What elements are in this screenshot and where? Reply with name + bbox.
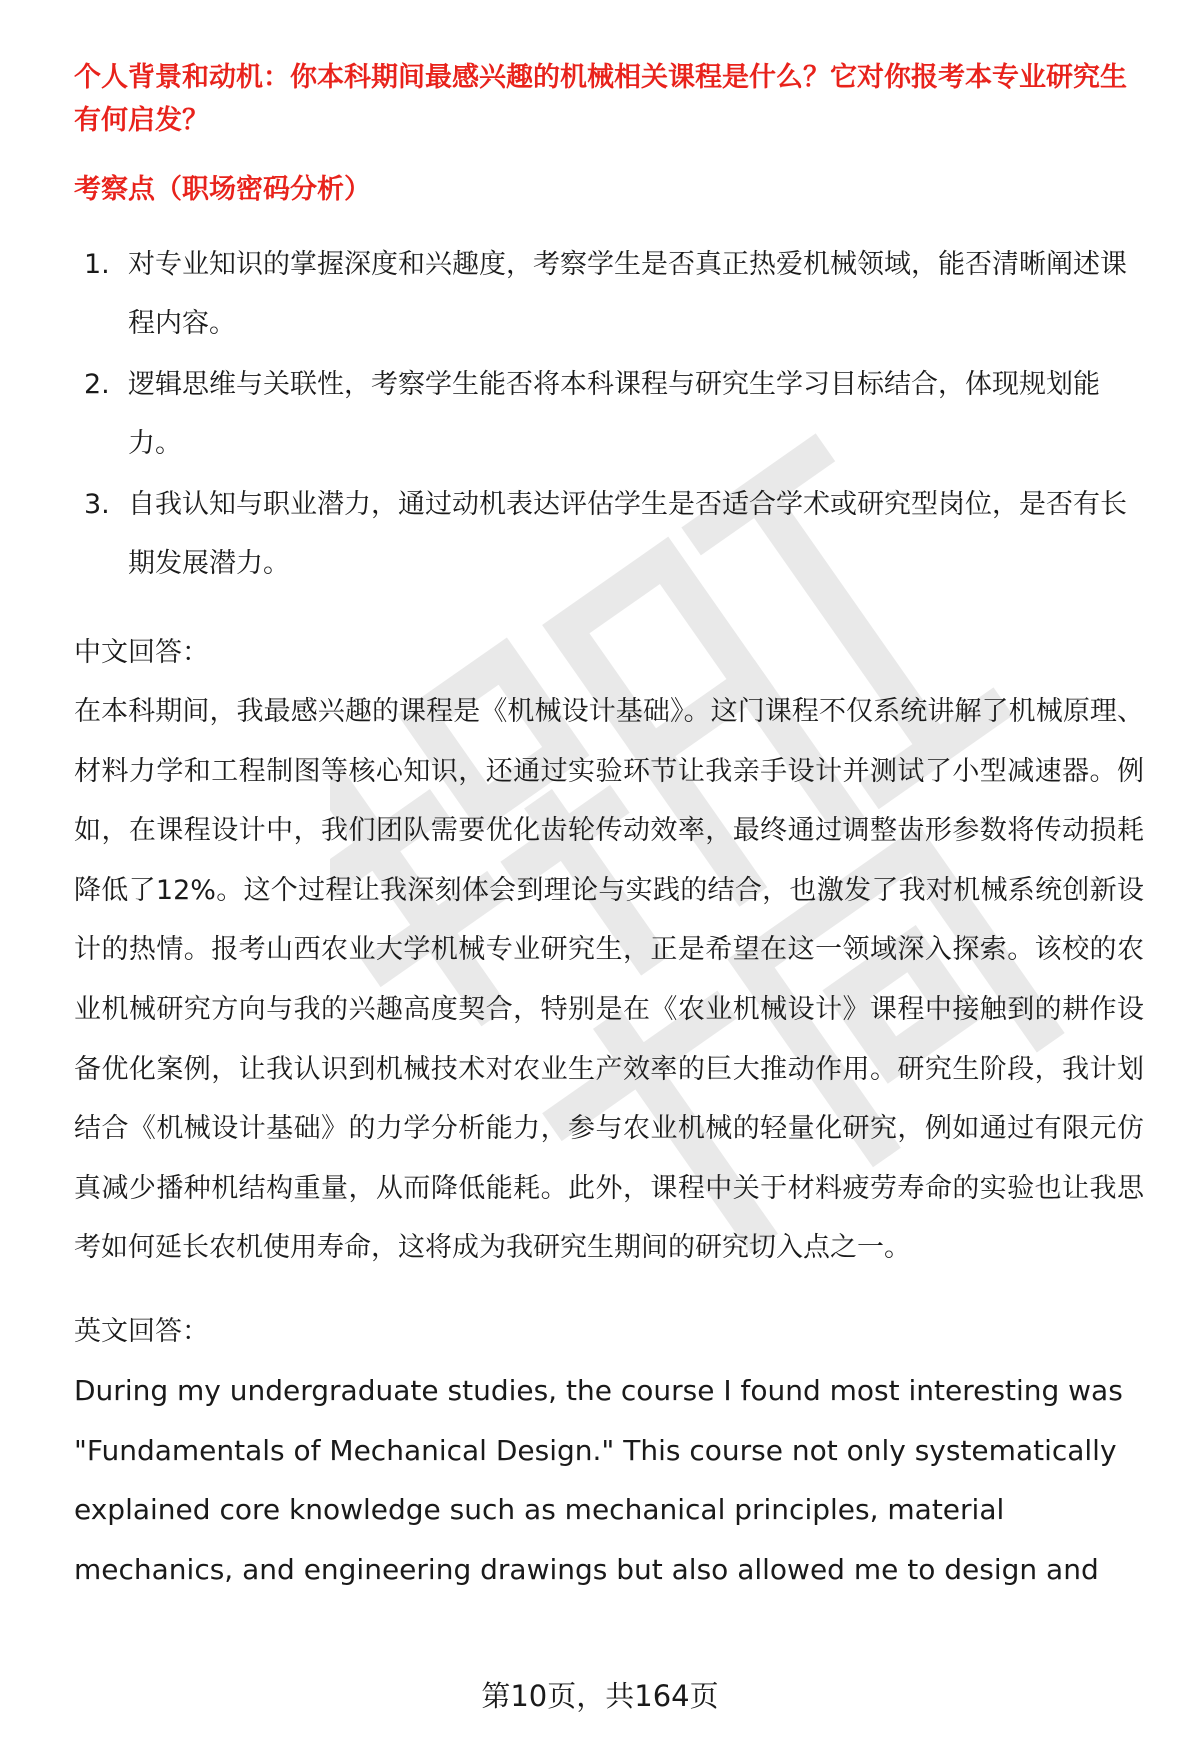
list-item-text: 逻辑思维与关联性，考察学生能否将本科课程与研究生学习目标结合，体现规划能力。 — [128, 369, 1100, 459]
english-answer-line: During my undergraduate studies, the course I found most interesting was — [74, 1373, 1123, 1407]
section-title: 考察点（职场密码分析） — [74, 174, 371, 205]
english-answer-line: mechanics, and engineering drawings but also allowed me to design and — [74, 1552, 1099, 1586]
page-content — [74, 56, 1144, 1599]
list-item-number: 1. — [84, 249, 110, 280]
list-item-number: 3. — [84, 489, 110, 520]
list-item-text: 自我认知与职业潜力，通过动机表达评估学生是否适合学术或研究型岗位，是否有长期发展潜力。 — [128, 489, 1127, 579]
english-answer-line: explained core knowledge such as mechanical principles, material — [74, 1493, 1005, 1527]
chinese-answer-text: 在本科期间，我最感兴趣的课程是《机械设计基础》。这门课程不仅系统讲解了机械原理、材料力学和工程制图等核心知识，还通过实验环节让我亲手设计并测试了小型减速器。例如，在课程设计中，我们团队需要优化齿轮传动效率，最终通过调整齿形参数将传动损耗降低了12%。这个过程让我深刻体会到理论与实践的结合，也激发了我对机械系统创新设计的热情。报考山西农业大学机械专业研究生，正是希望在这一领域深入探索。该校的农业机械研究方向与我的兴趣高度契合，特别是在《农业机械设计》课程中接触到的耕作设备优化案例，让我认识到机械技术对农业生产效率的巨大推动作用。研究生阶段，我计划结合《机械设计基础》的力学分析能力，参与农业机械的轻量化研究，例如通过有限元仿真减少播种机结构重量，从而降低能耗。此外，课程中关于材料疲劳寿命的实验也让我思考如何延长农机使用寿命，这将成为我研究生期间的研究切入点之一。 — [74, 696, 1144, 1264]
english-answer-line: "Fundamentals of Mechanical Design." This course not only systematically — [74, 1433, 1117, 1467]
english-answer-label: 英文回答： — [74, 1315, 209, 1347]
list-item-text: 对专业知识的掌握深度和兴趣度，考察学生是否真正热爱机械领域，能否清晰阐述课程内容。 — [128, 249, 1127, 339]
question-heading: 个人背景和动机：你本科期间最感兴趣的机械相关课程是什么？它对你报考本专业研究生有何启发？ — [74, 62, 1127, 136]
list-item — [74, 355, 1144, 473]
list-item — [74, 235, 1144, 353]
chinese-answer-label: 中文回答： — [74, 637, 209, 668]
list-item — [74, 475, 1144, 593]
list-item-number: 2. — [84, 369, 110, 400]
assessment-points-list — [74, 235, 1144, 593]
english-answer-text — [74, 1361, 1144, 1599]
page-number-footer: 第10页，共164页 — [481, 1679, 719, 1713]
